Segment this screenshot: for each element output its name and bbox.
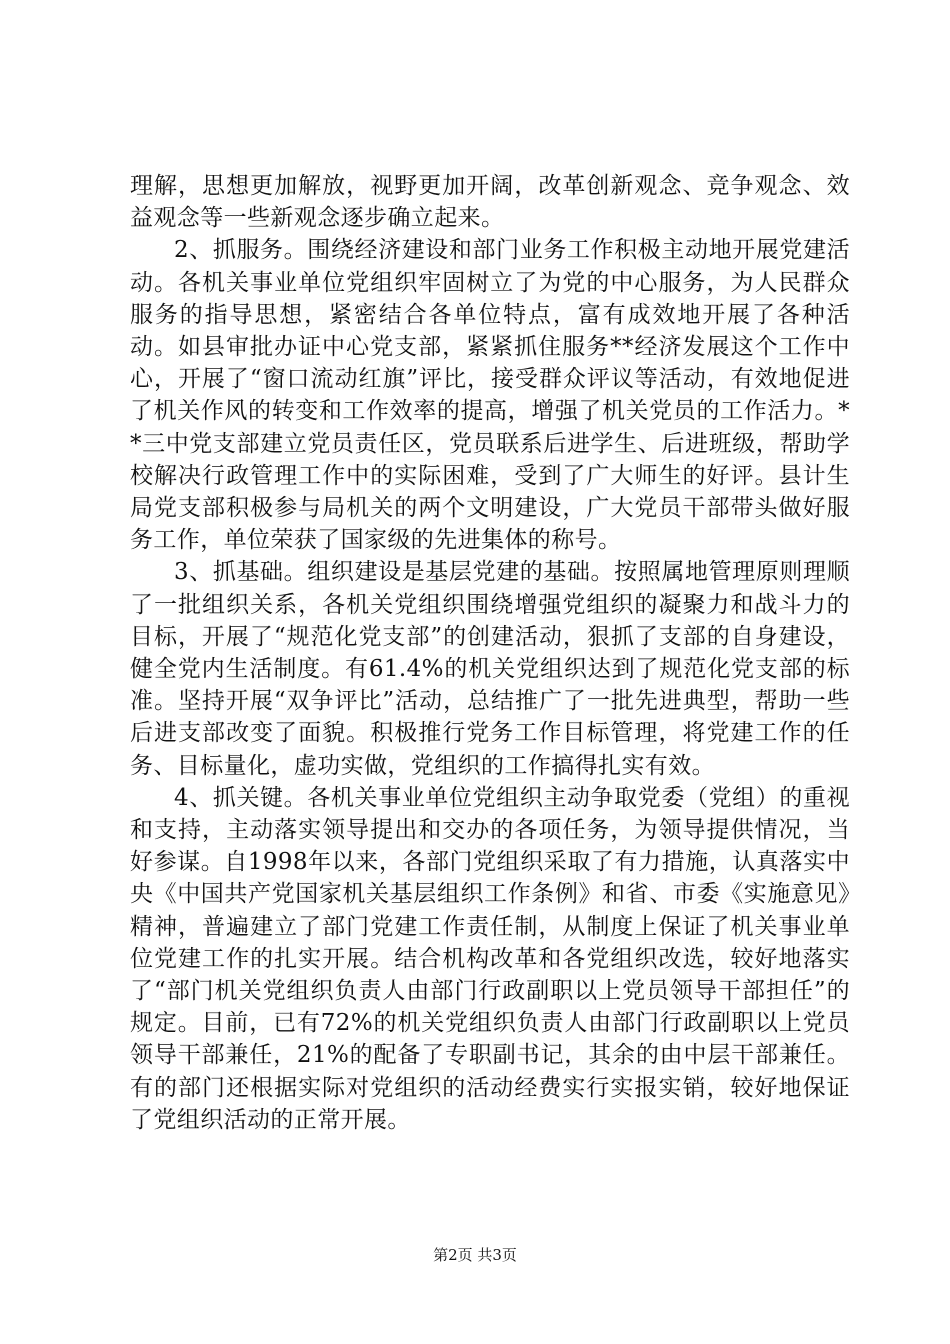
document-body [130,170,850,1136]
paragraph-service: 2、抓服务。围绕经济建设和部门业务工作积极主动地开展党建活动。各机关事业单位党组织牢固树立了为党的中心服务，为人民群众服务的指导思想，紧密结合各单位特点，富有成效地开展了各种活动。如县审批办证中心党支部，紧紧抓住服务**经济发展这个工作中心，开展了“窗口流动红旗”评比，接受群众评议等活动，有效地促进了机关作风的转变和工作效率的提高，增强了机关党员的工作活力。**三中党支部建立党员责任区，党员联系后进学生、后进班级，帮助学校解决行政管理工作中的实际困难，受到了广大师生的好评。县计生局党支部积极参与局机关的两个文明建设，广大党员干部带头做好服务工作，单位荣获了国家级的先进集体的称号。 [130,237,850,554]
paragraph-continuation: 理解，思想更加解放，视野更加开阔，改革创新观念、竞争观念、效益观念等一些新观念逐步确立起来。 [130,173,850,232]
paragraph-foundation: 3、抓基础。组织建设是基层党建的基础。按照属地管理原则理顺了一批组织关系，各机关党组织围绕增强党组织的凝聚力和战斗力的目标，开展了“规范化党支部”的创建活动，狠抓了支部的自身建设，健全党内生活制度。有61.4%的机关党组织达到了规范化党支部的标准。坚持开展“双争评比”活动，总结推广了一批先进典型，帮助一些后进支部改变了面貌。积极推行党务工作目标管理，将党建工作的任务、目标量化，虚功实做，党组织的工作搞得扎实有效。 [130,559,850,779]
paragraph-key: 4、抓关键。各机关事业单位党组织主动争取党委（党组）的重视和支持，主动落实领导提出和交办的各项任务，为领导提供情况，当好参谋。自1998年以来，各部门党组织采取了有力措施，认真落实中央《中国共产党国家机关基层组织工作条例》和省、市委《实施意见》精神，普遍建立了部门党建工作责任制，从制度上保证了机关事业单位党建工作的扎实开展。结合机构改革和各党组织改选，较好地落实了“部门机关党组织负责人由部门行政副职以上党员领导干部担任”的规定。目前，已有72%的机关党组织负责人由部门行政副职以上党员领导干部兼任，21%的配备了专职副书记，其余的由中层干部兼任。有的部门还根据实际对党组织的活动经费实行实报实销，较好地保证了党组织活动的正常开展。 [130,784,850,1133]
page-number-footer: 第2页 共3页 [433,1246,517,1264]
